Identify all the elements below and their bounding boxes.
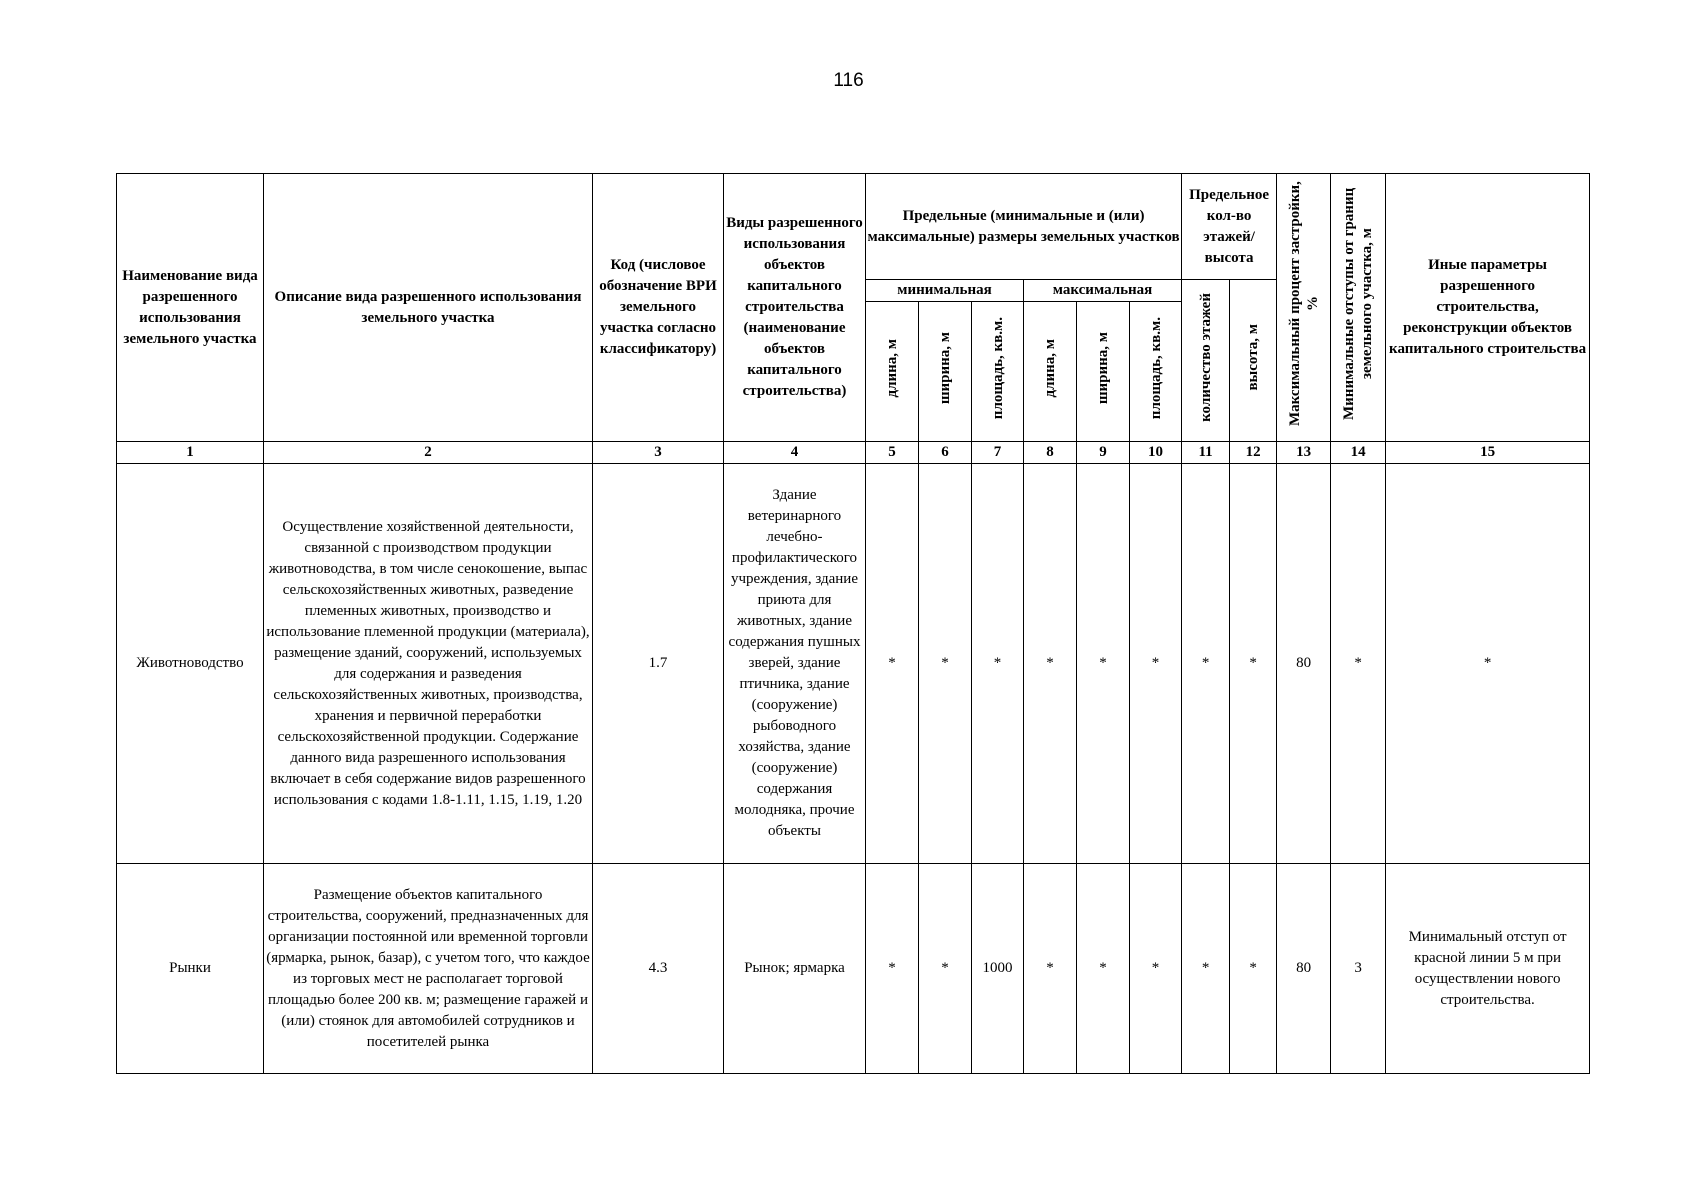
header-height: [1230, 280, 1277, 442]
min-length-cell: *: [866, 864, 919, 1074]
column-number: 4: [724, 442, 866, 464]
column-number-row: [117, 442, 1590, 464]
header-max-length-label: длина, м: [1042, 338, 1058, 398]
setback-cell: *: [1331, 464, 1386, 864]
header-floor-count-label: количество этажей: [1197, 292, 1214, 422]
floor-count-cell: *: [1182, 464, 1230, 864]
floor-count-cell: *: [1182, 864, 1230, 1074]
header-max-area-label: площадь, кв.м.: [1147, 316, 1164, 420]
height-cell: *: [1230, 464, 1277, 864]
max-width-cell: *: [1077, 864, 1130, 1074]
page-number: 116: [833, 70, 864, 91]
header-use-description: Описание вида разрешенного использования земельного участка: [264, 174, 593, 442]
use-code-cell: 1.7: [593, 464, 724, 864]
header-min-area: [972, 302, 1024, 442]
table-row: [117, 464, 1590, 864]
column-number: 2: [264, 442, 593, 464]
column-number: 10: [1130, 442, 1182, 464]
use-code-cell: 4.3: [593, 864, 724, 1074]
column-number: 13: [1277, 442, 1331, 464]
column-number: 1: [117, 442, 264, 464]
column-number: 11: [1182, 442, 1230, 464]
header-min-length: [866, 302, 919, 442]
header-building-types: Виды разрешенного использования объектов капитального строительства (наименование объектов капитального строительства): [724, 174, 866, 442]
header-floors-height: Предельное кол-во этажей/ высота: [1182, 174, 1277, 280]
column-number: 6: [919, 442, 972, 464]
header-maximum: максимальная: [1024, 280, 1182, 302]
setback-cell: 3: [1331, 864, 1386, 1074]
building-types-cell: Рынок; ярмарка: [724, 864, 866, 1074]
use-name-cell: Животноводство: [117, 464, 264, 864]
header-min-setback-label: Минимальные отступы от границ земельного участка, м: [1341, 187, 1376, 421]
header-max-width: [1077, 302, 1130, 442]
max-area-cell: *: [1130, 464, 1182, 864]
header-min-width-label: ширина, м: [937, 331, 953, 405]
column-number: 8: [1024, 442, 1077, 464]
header-max-coverage: [1277, 174, 1331, 442]
column-number: 3: [593, 442, 724, 464]
max-length-cell: *: [1024, 864, 1077, 1074]
other-params-cell: *: [1386, 464, 1590, 864]
header-minimum: минимальная: [866, 280, 1024, 302]
header-other-params: Иные параметры разрешенного строительства, реконструкции объектов капитального строительства: [1386, 174, 1590, 442]
header-min-area-label: площадь, кв.м.: [989, 316, 1006, 420]
other-params-cell: Минимальный отступ от красной линии 5 м при осуществлении нового строительства.: [1386, 864, 1590, 1074]
header-floor-count: [1182, 280, 1230, 442]
header-min-length-label: длина, м: [884, 338, 900, 398]
min-area-cell: 1000: [972, 864, 1024, 1074]
header-use-name: Наименование вида разрешенного использования земельного участка: [117, 174, 264, 442]
table-row: [117, 864, 1590, 1074]
column-number: 7: [972, 442, 1024, 464]
use-description-cell: Осуществление хозяйственной деятельности, связанной с производством продукции животноводства, в том числе сенокошение, выпас сельскохозяйственных животных, разведение племенных животных, производство и использование племенной продукции (материала), размещение зданий, сооружений, используемых для содержания и разведения сельскохозяйственных животных, производства, хранения и первичной переработки сельскохозяйственной продукции. Содержание данного вида разрешенного использования включает в себя содержание видов разрешенного использования с кодами 1.8-1.11, 1.15, 1.19, 1.20: [264, 464, 593, 864]
max-length-cell: *: [1024, 464, 1077, 864]
header-min-width: [919, 302, 972, 442]
header-height-label: высота, м: [1245, 323, 1262, 391]
min-area-cell: *: [972, 464, 1024, 864]
max-area-cell: *: [1130, 864, 1182, 1074]
use-name-cell: Рынки: [117, 864, 264, 1074]
min-width-cell: *: [919, 864, 972, 1074]
header-plot-sizes: Предельные (минимальные и (или) максимальные) размеры земельных участков: [866, 174, 1182, 280]
min-width-cell: *: [919, 464, 972, 864]
header-max-coverage-label: Максимальный процент застройки, %: [1286, 181, 1321, 427]
coverage-cell: 80: [1277, 864, 1331, 1074]
column-number: 14: [1331, 442, 1386, 464]
header-max-width-label: ширина, м: [1095, 331, 1111, 405]
column-number: 9: [1077, 442, 1130, 464]
height-cell: *: [1230, 864, 1277, 1074]
header-min-setback: [1331, 174, 1386, 442]
coverage-cell: 80: [1277, 464, 1331, 864]
building-types-cell: Здание ветеринарного лечебно-профилактического учреждения, здание приюта для животных, здание содержания пушных зверей, здание птичника, здание (сооружение) рыбоводного хозяйства, здание (сооружение) содержания молодняка, прочие объекты: [724, 464, 866, 864]
max-width-cell: *: [1077, 464, 1130, 864]
column-number: 15: [1386, 442, 1590, 464]
min-length-cell: *: [866, 464, 919, 864]
header-max-length: [1024, 302, 1077, 442]
column-number: 5: [866, 442, 919, 464]
zoning-parameters-table: [116, 173, 1590, 1074]
column-number: 12: [1230, 442, 1277, 464]
header-max-area: [1130, 302, 1182, 442]
use-description-cell: Размещение объектов капитального строительства, сооружений, предназначенных для организации постоянной или временной торговли (ярмарка, рынок, базар), с учетом того, что каждое из торговых мест не располагает торговой площадью более 200 кв. м; размещение гаражей и (или) стоянок для автомобилей сотрудников и посетителей рынка: [264, 864, 593, 1074]
header-use-code: Код (числовое обозначение ВРИ земельного участка согласно классификатору): [593, 174, 724, 442]
